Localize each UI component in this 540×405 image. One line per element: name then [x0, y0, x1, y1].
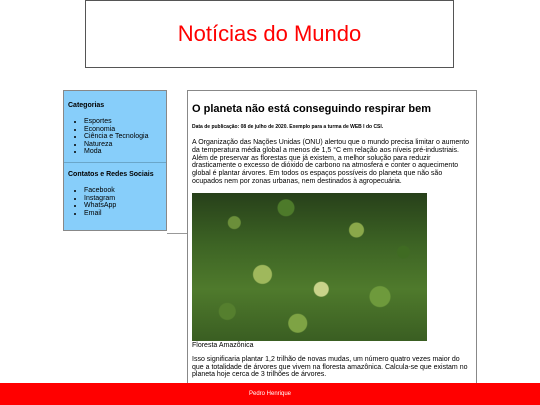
article-title: O planeta não está conseguindo respirar bem	[192, 103, 432, 115]
categories-heading: Categorias	[68, 102, 105, 109]
forest-photo	[192, 193, 427, 341]
publication-date: Data de publicação: 08 de julho de 2020. Exemplo para a turma de WEB I do CSI.	[192, 124, 384, 130]
social-item-whatsapp[interactable]: • WhatsApp	[84, 202, 162, 210]
social-item-email[interactable]: • Email	[84, 210, 162, 218]
categories-list	[68, 118, 162, 156]
photo-caption: Floresta Amazônica	[192, 341, 254, 349]
social-list	[68, 187, 162, 217]
article-paragraph-1: A Organização das Nações Unidas (ONU) alertou que o mundo precisa limitar o aumento da temperatura média global a menos de 1,5 °C em relação aos níveis pré-industriais. Além de preservar as florestas que já existem, a melhor solução para reduzir drasticamente o excesso de dióxido de carbono na atmosfera e conter o aquecimento global é plantar árvores. Em todos os espaços possíveis do planeta que não são ocupados nem por zonas urbanas, nem destinados à agropecuária.	[192, 139, 470, 185]
footer-author: Pedro Henrique	[248, 391, 292, 397]
category-item-moda[interactable]: • Moda	[84, 148, 162, 156]
social-heading: Contatos e Redes Sociais	[68, 170, 154, 178]
category-item-economia[interactable]: • Economia	[84, 126, 162, 134]
page-header	[85, 0, 454, 68]
sidebar-divider	[64, 162, 166, 163]
site-title: Notícias do Mundo	[177, 21, 362, 46]
category-item-ciencia-tecnologia[interactable]: • Ciência e Tecnologia	[84, 133, 162, 141]
page-footer	[0, 383, 540, 405]
article	[187, 90, 477, 390]
social-item-facebook[interactable]: • Facebook	[84, 187, 162, 195]
sidebar-connector-line	[167, 233, 187, 234]
article-paragraph-2: Isso significaria plantar 1,2 trilhão de novas mudas, um número quatro vezes maior do que a totalidade de árvores que vivem na floresta amazônica. Calcula-se que existam no planeta hoje cerca de 3 trilhões de árvores.	[192, 355, 468, 379]
category-item-natureza[interactable]: • Natureza	[84, 141, 162, 149]
sidebar	[63, 90, 167, 231]
social-item-instagram[interactable]: • Instagram	[84, 195, 162, 203]
category-item-esportes[interactable]: • Esportes	[84, 118, 162, 126]
